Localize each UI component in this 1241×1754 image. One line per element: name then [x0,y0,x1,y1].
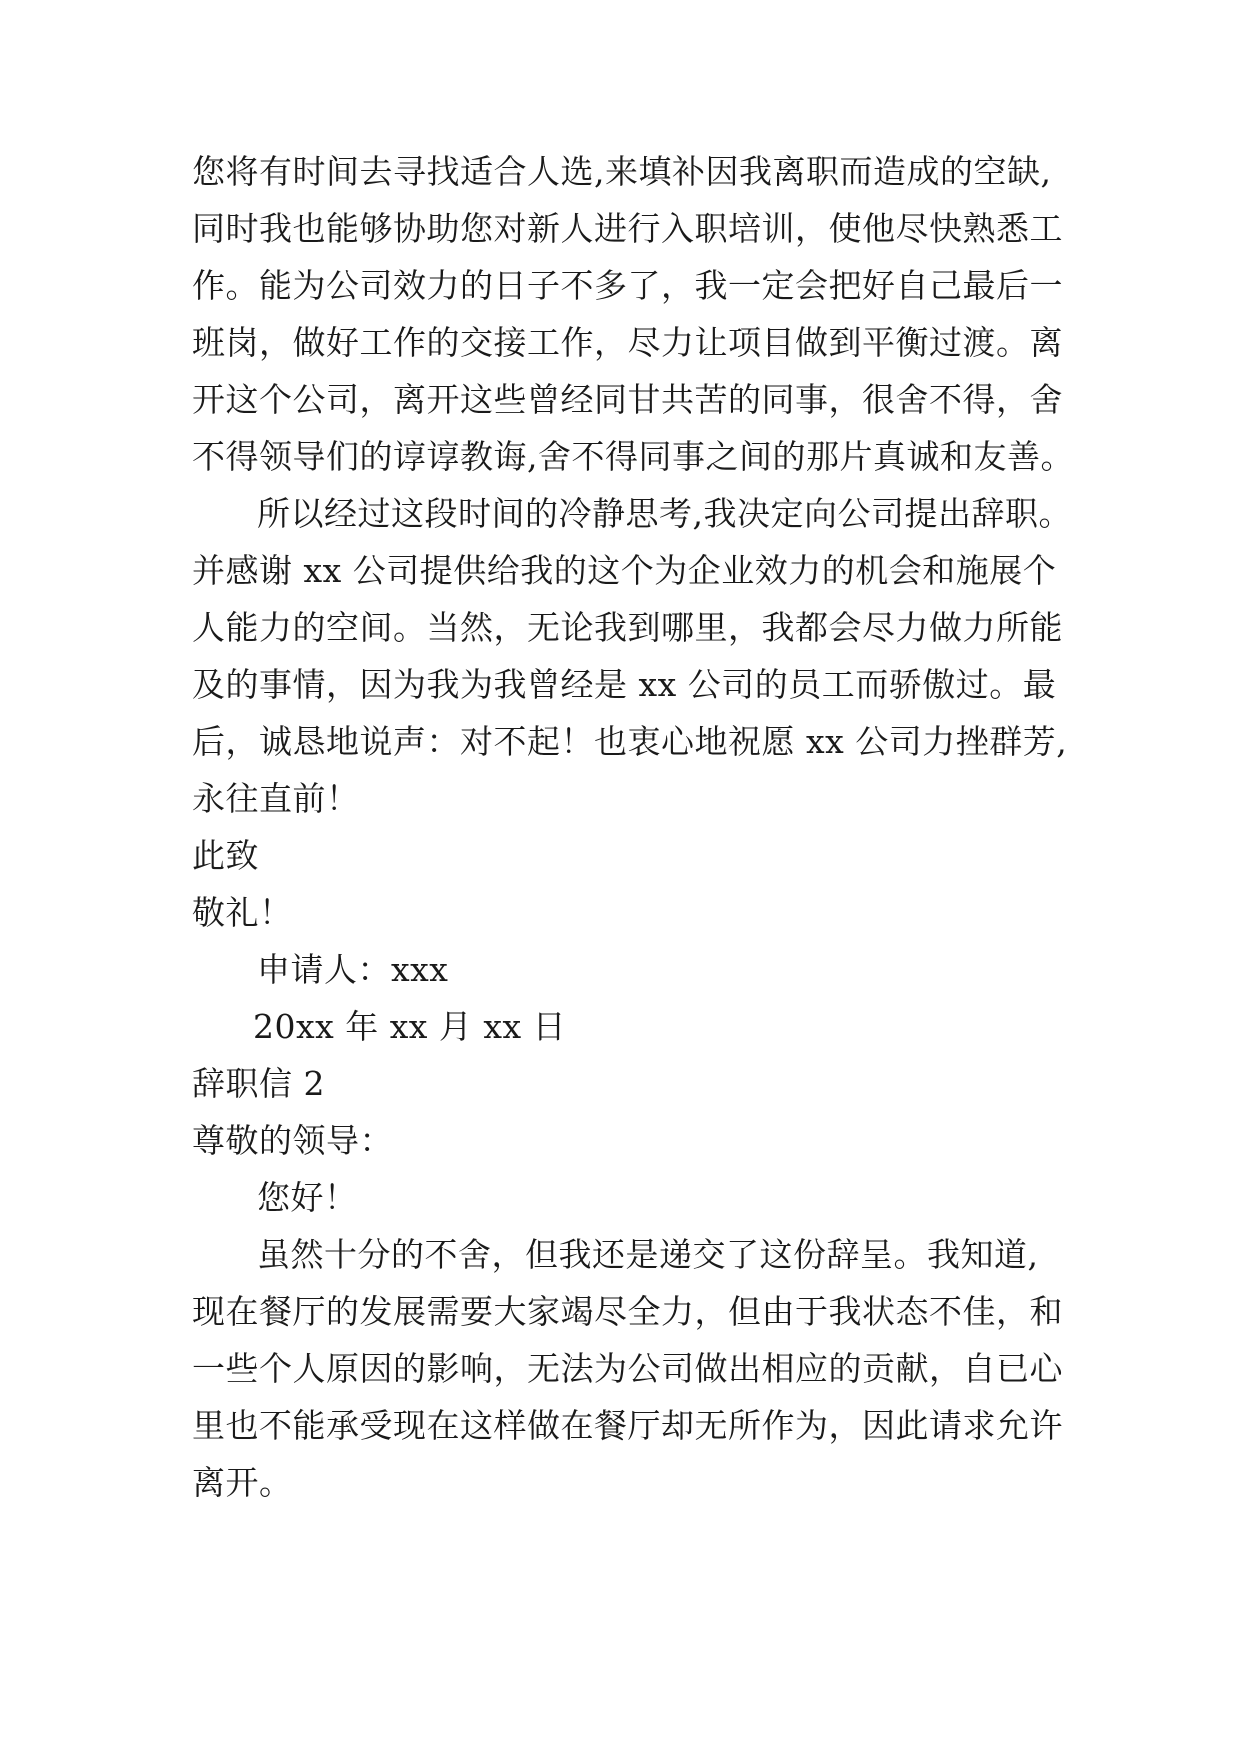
paragraph-line: 人能力的空间。当然，无论我到哪里，我都会尽力做力所能 [192,608,1063,647]
paragraph-line: 里也不能承受现在这样做在餐厅却无所作为，因此请求允许 [192,1406,1063,1445]
paragraph-line: 离开。 [192,1463,293,1502]
paragraph-line: 同时我也能够协助您对新人进行入职培训，使他尽快熟悉工 [192,209,1063,248]
section-heading: 辞职信 2 [192,1064,325,1103]
paragraph-line: 所以经过这段时间的冷静思考,我决定向公司提出辞职。 [257,494,1072,533]
salutation-line: 尊敬的领导： [192,1121,393,1160]
paragraph-line: 及的事情，因为我为我曾经是 xx 公司的员工而骄傲过。最 [192,665,1057,704]
paragraph-line: 作。能为公司效力的日子不多了，我一定会把好自己最后一 [192,266,1063,305]
paragraph-line: 现在餐厅的发展需要大家竭尽全力，但由于我状态不佳，和 [192,1292,1063,1331]
paragraph-line: 班岗，做好工作的交接工作，尽力让项目做到平衡过渡。离 [192,323,1063,362]
date-line: 20xx 年 xx 月 xx 日 [253,1007,567,1046]
greeting-line: 您好！ [257,1178,358,1217]
paragraph-line: 后，诚恳地说声：对不起！也衷心地祝愿 xx 公司力挫群芳, [192,722,1068,761]
paragraph-line: 永往直前！ [192,779,360,818]
closing-line: 敬礼！ [192,893,293,932]
paragraph-line: 您将有时间去寻找适合人选,来填补因我离职而造成的空缺, [192,152,1052,191]
paragraph-line: 并感谢 xx 公司提供给我的这个为企业效力的机会和施展个 [192,551,1057,590]
paragraph-line: 虽然十分的不舍，但我还是递交了这份辞呈。我知道, [257,1235,1039,1274]
paragraph-line: 一些个人原因的影响，无法为公司做出相应的贡献，自已心 [192,1349,1063,1388]
paragraph-line: 不得领导们的谆谆教诲,舍不得同事之间的那片真诚和友善。 [192,437,1074,476]
paragraph-line: 开这个公司，离开这些曾经同甘共苦的同事，很舍不得，舍 [192,380,1063,419]
closing-line: 此致 [192,836,259,875]
signature-line: 申请人：xxx [257,950,449,989]
